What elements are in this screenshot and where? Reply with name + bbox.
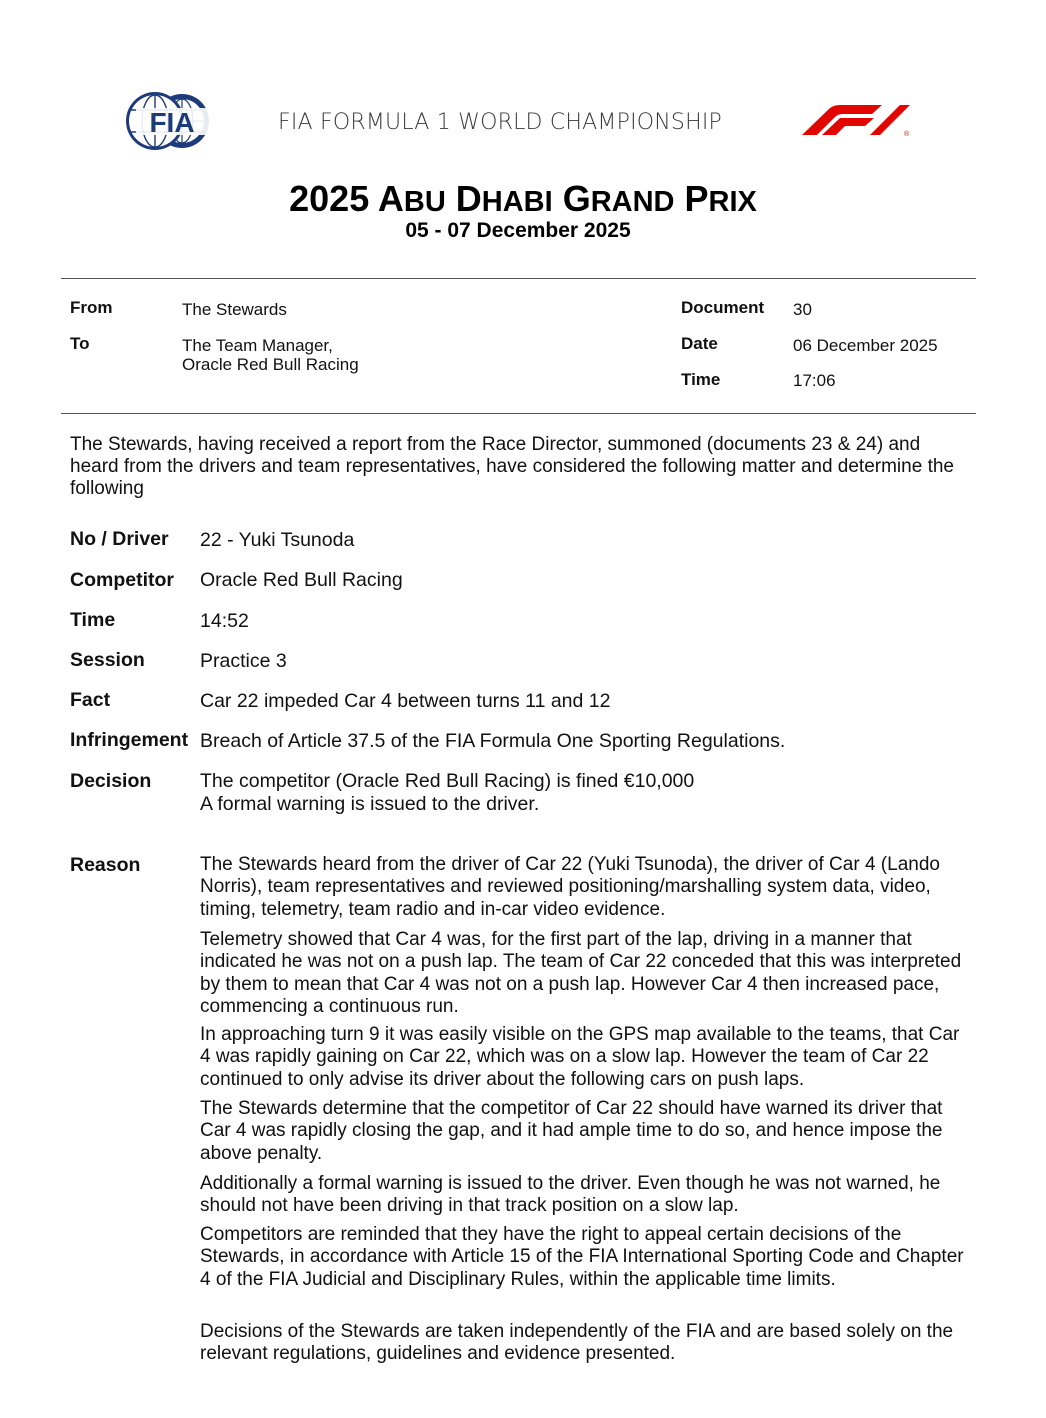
document-value: 30 [793, 300, 812, 319]
to-value [182, 336, 359, 374]
championship-title: FIA FORMULA 1 WORLD CHAMPIONSHIP [278, 110, 722, 135]
decision-line: The competitor (Oracle Red Bull Racing) is fined €10,000 [200, 770, 695, 792]
independence-notice: Decisions of the Stewards are taken independently of the FIA and are based solely on the relevant regulations, guidelines and evidence presented. [200, 1321, 954, 1365]
reason-paragraph: The Stewards heard from the driver of Car 22 (Yuki Tsunoda), the driver of Car 4 (Lando Norris), team representatives and reviewed positioning/marshalling system data, video, timing, telemetry, team radio and in-car video evidence. [200, 854, 940, 920]
fia-logo [124, 90, 214, 152]
event-title [0, 178, 1046, 220]
incident-time-value: 14:52 [200, 610, 249, 632]
event-title-year: 2025 [289, 178, 378, 219]
competitor-label: Competitor [70, 569, 174, 591]
divider-bottom [61, 413, 976, 414]
date-value: 06 December 2025 [793, 336, 938, 355]
event-dates: 05 - 07 December 2025 [405, 219, 631, 242]
from-value: The Stewards [182, 300, 287, 319]
svg-text:®: ® [904, 131, 910, 138]
reason-paragraph: Additionally a formal warning is issued to the driver. Even though he was not warned, he should not have been driving in that track position on a slow lap. [200, 1173, 941, 1217]
divider-top [61, 278, 976, 279]
event-title-word: DHABI [455, 178, 553, 219]
session-label: Session [70, 649, 145, 671]
to-value-line: The Team Manager, [182, 336, 333, 355]
reason-label: Reason [70, 854, 141, 876]
session-value: Practice 3 [200, 650, 287, 672]
decision-value [200, 770, 970, 815]
time-label: Time [681, 370, 721, 389]
f1-logo [782, 102, 912, 138]
to-label: To [70, 334, 90, 353]
date-label: Date [681, 334, 718, 353]
decision-label: Decision [70, 770, 152, 792]
reason-paragraph: The Stewards determine that the competitor of Car 22 should have warned its driver that Car 4 was rapidly closing the gap, and it had ample time to do so, and hence impose the above penalty. [200, 1098, 943, 1164]
intro-paragraph: The Stewards, having received a report from the Race Director, summoned (documents 23 & 24) and heard from the drivers and team representatives, have considered the following matter and determine the following [70, 434, 954, 499]
driver-value: 22 - Yuki Tsunoda [200, 529, 355, 551]
appeal-notice: Competitors are reminded that they have the right to appeal certain decisions of the Stewards, in accordance with Article 15 of the FIA International Sporting Code and Chapter 4 of the FIA Judicial and Disciplinary Rules, within the applicable time limits. [200, 1224, 964, 1290]
from-label: From [70, 298, 113, 317]
competitor-value: Oracle Red Bull Racing [200, 569, 403, 591]
driver-label: No / Driver [70, 528, 169, 550]
event-title-word: PRIX [684, 178, 757, 219]
reason-paragraph: Telemetry showed that Car 4 was, for the first part of the lap, driving in a manner that indicated he was not on a push lap. The team of Car 22 conceded that this was interpreted by them to mean that Car 4 was not on a push lap. However Car 4 then increased pace, commencing a continuous run. [200, 929, 962, 1017]
time-value: 17:06 [793, 371, 836, 390]
event-title-word: ABU [377, 178, 446, 219]
reason-paragraph: In approaching turn 9 it was easily visible on the GPS map available to the teams, that Car 4 was rapidly gaining on Car 22, which was on a slow lap. However the team of Car 22 continued to only advise its driver about the following cars on push laps. [200, 1024, 960, 1090]
incident-time-label: Time [70, 609, 116, 631]
fact-value: Car 22 impeded Car 4 between turns 11 and 12 [200, 690, 611, 712]
infringement-label: Infringement [70, 729, 189, 751]
decision-line: A formal warning is issued to the driver. [200, 792, 540, 815]
to-value-line: Oracle Red Bull Racing [182, 355, 359, 374]
document-label: Document [681, 298, 765, 317]
svg-text:FIA: FIA [149, 107, 195, 138]
event-title-word: GRAND [562, 178, 675, 219]
infringement-value: Breach of Article 37.5 of the FIA Formula One Sporting Regulations. [200, 730, 786, 752]
fact-label: Fact [70, 689, 111, 711]
